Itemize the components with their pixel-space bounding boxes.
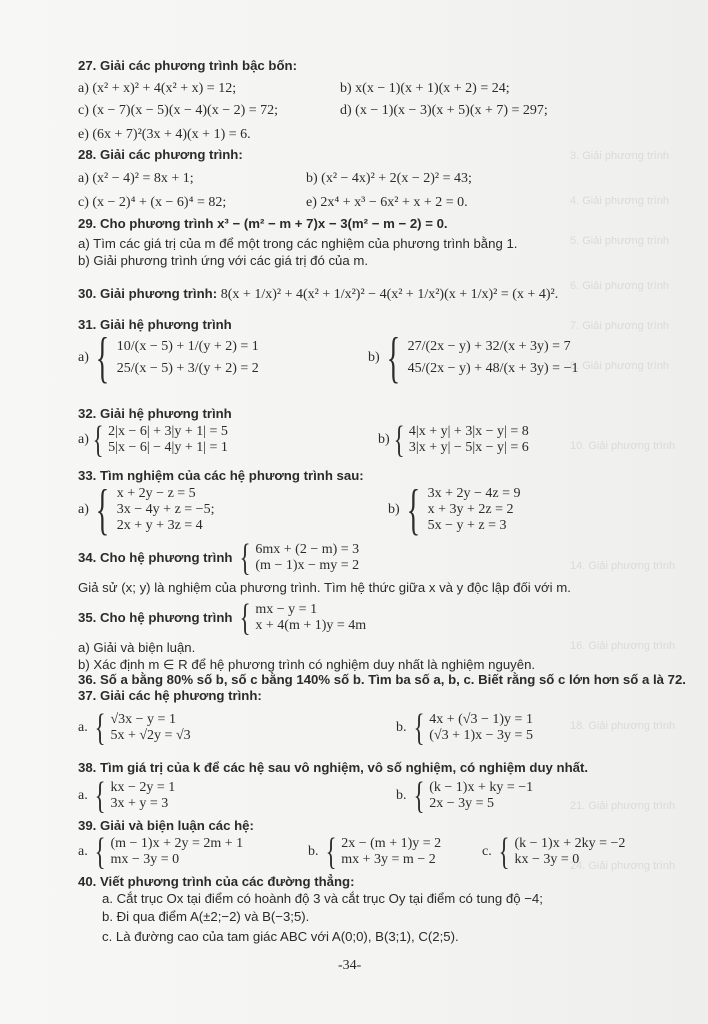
problem-39-title: 39. Giải và biện luận các hệ:	[78, 818, 254, 833]
eq-33a-2: 3x − 4y + z = −5;	[116, 502, 215, 517]
label-a: a)	[78, 350, 89, 366]
problem-27-b: b) x(x − 1)(x + 1)(x + 2) = 24;	[340, 81, 510, 96]
eq-38a-2: 3x + y = 3	[110, 796, 169, 811]
eq-38b-1: (k − 1)x + ky = −1	[429, 780, 534, 795]
problem-33-title: 33. Tìm nghiệm của các hệ phương trình sau:	[78, 468, 364, 483]
problem-38-title: 38. Tìm giá trị của k để các hệ sau vô nghiệm, vô số nghiệm, có nghiệm duy nhất.	[78, 760, 589, 775]
bleed-through: 10. Giải phương trình	[570, 440, 676, 452]
problem-32-title: 32. Giải hệ phương trình	[78, 406, 232, 421]
problem-35-b: b) Xác định m ∈ R để hệ phương trình có nghiệm duy nhất là nghiệm nguyên.	[78, 657, 536, 672]
problem-31-title: 31. Giải hệ phương trình	[78, 317, 232, 332]
bleed-through: 4. Giải phương trình	[570, 195, 669, 207]
bleed-through: 7. Giải phương trình	[570, 320, 669, 332]
problem-32-a: a) { 2|x − 6| + 3|y + 1| = 5 5|x − 6| − 4|y + 1| = 1	[78, 419, 228, 461]
problem-40-a: a. Cắt trục Ox tại điểm có hoành độ 3 và cắt trục Oy tại điểm có tung độ −4;	[102, 891, 543, 906]
problem-31-b	[368, 327, 579, 389]
bleed-through: 24. Giải phương trình	[570, 860, 676, 872]
problem-27-d: d) (x − 1)(x − 3)(x + 5)(x + 7) = 297;	[340, 103, 548, 118]
problem-39-c: c. { (k − 1)x + 2ky = −2 kx − 3y = 0	[482, 831, 626, 873]
label-b: b)	[368, 350, 380, 366]
problem-29-a: a) Tìm các giá trị của m để một trong các nghiệm của phương trình bằng 1.	[78, 236, 518, 251]
problem-35: 35. Cho hệ phương trình { mx − y = 1 x + 4(m + 1)y = 4m	[78, 597, 367, 639]
problem-33-a: a) { x + 2y − z = 5 3x − 4y + z = −5; 2x + y + 3z = 4	[78, 479, 215, 541]
eq-34-1: 6mx + (2 − m) = 3	[255, 542, 360, 557]
problem-37-b: b. { 4x + (√3 − 1)y = 1 (√3 + 1)x − 3y = 5	[396, 707, 533, 749]
eq-33a-1: x + 2y − z = 5	[116, 486, 196, 501]
problem-39-b: b. { 2x − (m + 1)y = 2 mx + 3y = m − 2	[308, 831, 442, 873]
bleed-through: 3. Giải phương trình	[570, 150, 669, 162]
eq-31b-2: 45/(2x − y) + 48/(x + 3y) = −1	[407, 361, 579, 376]
problem-38-b: b. { (k − 1)x + ky = −1 2x − 3y = 5	[396, 775, 534, 817]
eq-31b-1: 27/(2x − y) + 32/(x + 3y) = 7	[407, 339, 571, 354]
eq-39c-2: kx − 3y = 0	[514, 852, 580, 867]
eq-35-2: x + 4(m + 1)y = 4m	[255, 618, 367, 633]
eq-32a-2: 5|x − 6| − 4|y + 1| = 1	[108, 440, 228, 455]
eq-38b-2: 2x − 3y = 5	[429, 796, 495, 811]
eq-39c-1: (k − 1)x + 2ky = −2	[514, 836, 626, 851]
eq-39b-2: mx + 3y = m − 2	[341, 852, 436, 867]
problem-28-title: 28. Giải các phương trình:	[78, 147, 243, 162]
problem-33-b: b) { 3x + 2y − 4z = 9 x + 3y + 2z = 2 5x − y + z = 3	[388, 479, 521, 541]
problem-27-c: c) (x − 7)(x − 5)(x − 4)(x − 2) = 72;	[78, 103, 279, 118]
problem-39-a: a. { (m − 1)x + 2y = 2m + 1 mx − 3y = 0	[78, 831, 244, 873]
bleed-through: 21. Giải phương trình	[570, 800, 676, 812]
bleed-through: 6. Giải phương trình	[570, 280, 669, 292]
eq-37b-2: (√3 + 1)x − 3y = 5	[429, 728, 533, 743]
problem-35-a: a) Giải và biện luận.	[78, 640, 196, 655]
problem-40-c: c. Là đường cao của tam giác ABC với A(0;0), B(3;1), C(2;5).	[102, 929, 459, 944]
eq-32b-2: 3|x + y| − 5|x − y| = 6	[408, 440, 529, 455]
brace: {	[386, 327, 400, 389]
problem-38-a: a. { kx − 2y = 1 3x + y = 3	[78, 775, 176, 817]
problem-34: 34. Cho hệ phương trình { 6mx + (2 − m) = 3 (m − 1)x − my = 2	[78, 537, 360, 579]
eq-39b-1: 2x − (m + 1)y = 2	[341, 836, 442, 851]
eq-39a-1: (m − 1)x + 2y = 2m + 1	[110, 836, 244, 851]
eq-38a-1: kx − 2y = 1	[110, 780, 176, 795]
eq-37a-2: 5x + √2y = √3	[110, 728, 191, 743]
problem-30-equation: 8(x + 1/x)² + 4(x² + 1/x²)² − 4(x² + 1/x²)(x + 1/x)² = (x + 4)².	[220, 287, 559, 302]
eq-33b-1: 3x + 2y − 4z = 9	[427, 486, 521, 501]
eq-33b-2: x + 3y + 2z = 2	[427, 502, 514, 517]
problem-36: 36. Số a bằng 80% số b, số c bằng 140% số b. Tìm ba số a, b, c. Biết rằng số c lớn hơn số a là 72.	[78, 672, 686, 687]
eq-37b-1: 4x + (√3 − 1)y = 1	[429, 712, 533, 727]
problem-40-title: 40. Viết phương trình của các đường thẳng:	[78, 874, 355, 889]
brace: {	[95, 327, 110, 389]
problem-31-a	[78, 327, 259, 389]
problem-27-e: e) (6x + 7)²(3x + 4)(x + 1) = 6.	[78, 127, 251, 142]
problem-29-title: 29. Cho phương trình x³ − (m² − m + 7)x − 3(m² − m − 2) = 0.	[78, 216, 448, 231]
problem-28-b: b) (x² − 4x)² + 2(x − 2)² = 43;	[306, 171, 472, 186]
eq-32b-1: 4|x + y| + 3|x − y| = 8	[408, 424, 529, 439]
problem-28-c: c) (x − 2)⁴ + (x − 6)⁴ = 82;	[78, 195, 227, 210]
eq-31a-1: 10/(x − 5) + 1/(y + 2) = 1	[116, 339, 259, 354]
eq-33a-3: 2x + y + 3z = 4	[116, 518, 203, 533]
bleed-through: 8. Giải phương trình	[570, 360, 669, 372]
problem-27-title: 27. Giải các phương trình bậc bốn:	[78, 58, 297, 73]
eq-37a-1: √3x − y = 1	[110, 712, 176, 727]
problem-30: 30. Giải phương trình: 8(x + 1/x)² + 4(x² + 1/x²)² − 4(x² + 1/x²)(x + 1/x)² = (x + 4)².	[78, 286, 559, 302]
problem-32-b: b) { 4|x + y| + 3|x − y| = 8 3|x + y| − 5|x − y| = 6	[378, 419, 529, 461]
problem-28-e: e) 2x⁴ + x³ − 6x² + x + 2 = 0.	[306, 195, 468, 210]
problem-34-text: Giả sử (x; y) là nghiệm của phương trình. Tìm hệ thức giữa x và y độc lập đối với m.	[78, 580, 571, 595]
eq-35-1: mx − y = 1	[255, 602, 318, 617]
page-number: -34-	[338, 958, 362, 973]
bleed-through: 18. Giải phương trình	[570, 720, 676, 732]
problem-27-a: a) (x² + x)² + 4(x² + x) = 12;	[78, 81, 237, 96]
problem-37-a: a. { √3x − y = 1 5x + √2y = √3	[78, 707, 191, 749]
problem-29-b: b) Giải phương trình ứng với các giá trị đó của m.	[78, 253, 369, 268]
problem-28-a: a) (x² − 4)² = 8x + 1;	[78, 171, 194, 186]
eq-34-2: (m − 1)x − my = 2	[255, 558, 360, 573]
bleed-through: 16. Giải phương trình	[570, 640, 676, 652]
bleed-through: 5. Giải phương trình	[570, 235, 669, 247]
problem-40-b: b. Đi qua điểm A(±2;−2) và B(−3;5).	[102, 909, 310, 924]
eq-32a-1: 2|x − 6| + 3|y + 1| = 5	[108, 424, 228, 439]
eq-33b-3: 5x − y + z = 3	[427, 518, 507, 533]
bleed-through: 14. Giải phương trình	[570, 560, 676, 572]
problem-37-title: 37. Giải các hệ phương trình:	[78, 688, 262, 703]
eq-39a-2: mx − 3y = 0	[110, 852, 180, 867]
eq-31a-2: 25/(x − 5) + 3/(y + 2) = 2	[116, 361, 259, 376]
